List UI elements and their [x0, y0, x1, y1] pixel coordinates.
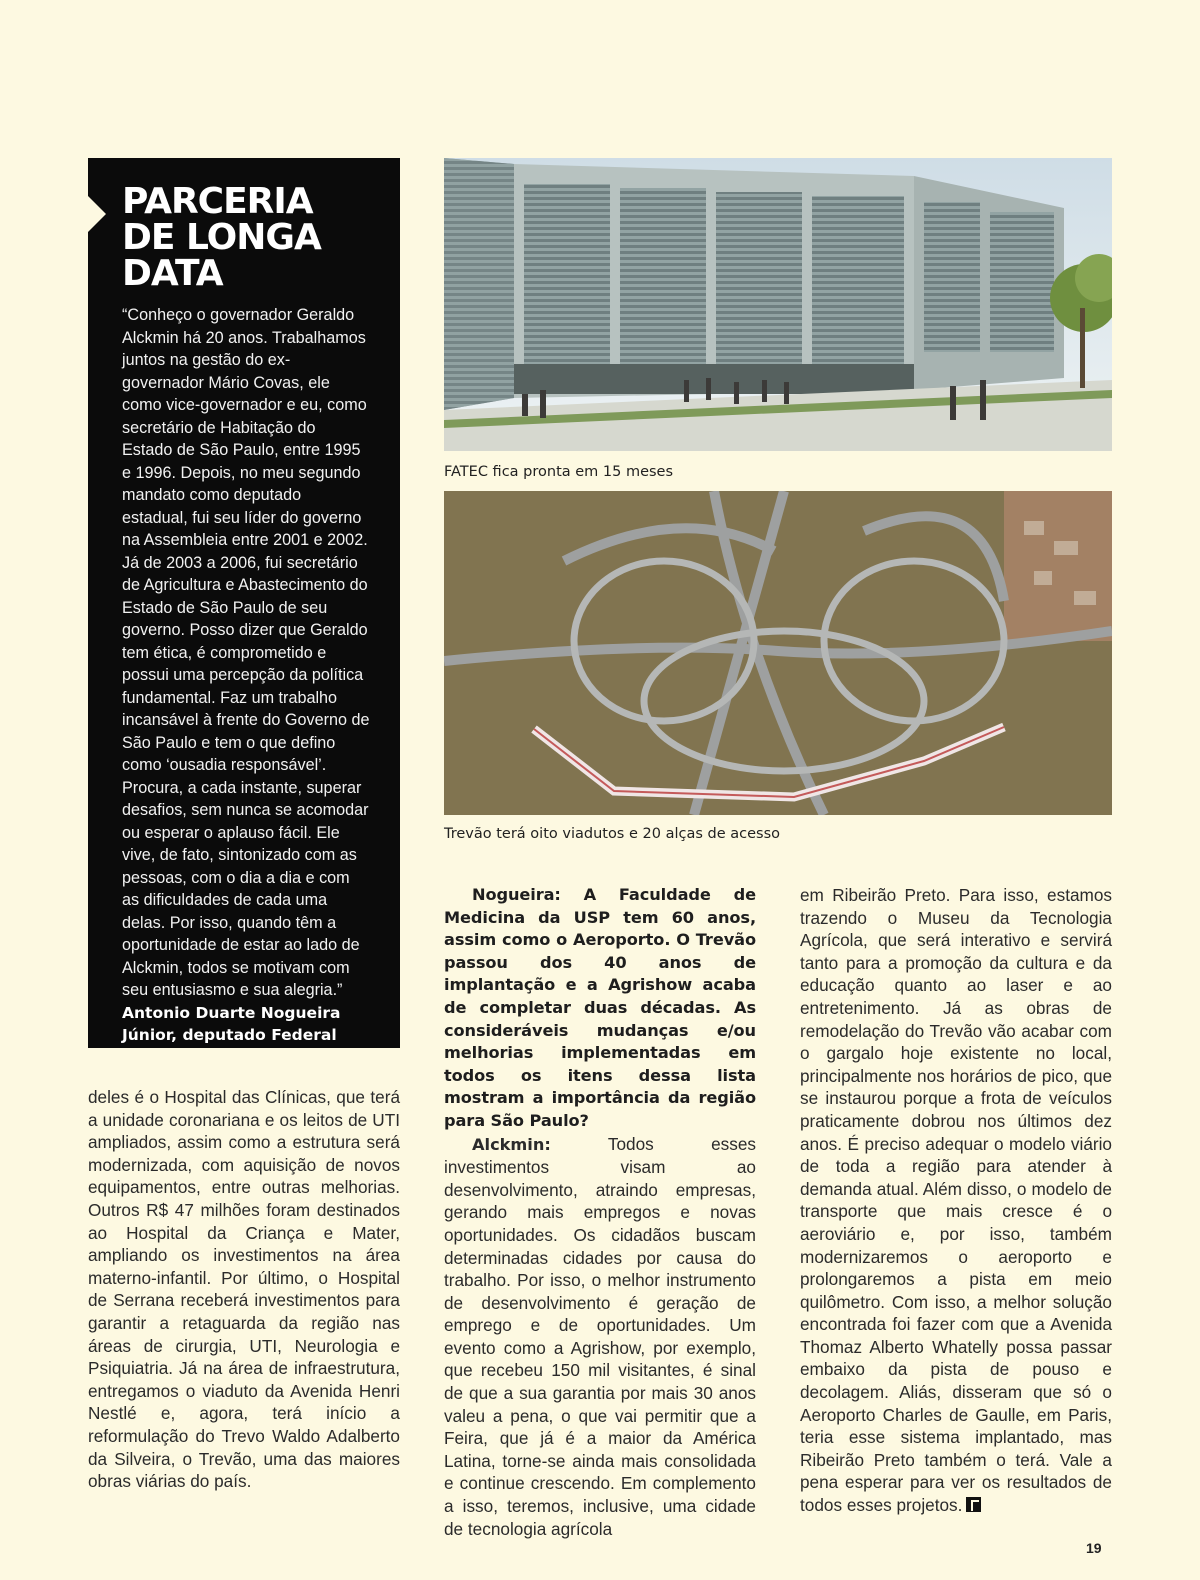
highway-caption: Trevão terá oito viadutos e 20 alças de acesso	[444, 826, 780, 842]
answer-continuation: em Ribeirão Preto. Para isso, estamos trazendo o Museu da Tecnologia Agrícola, que será interativo e servirá tanto para a promoção da cultura e da educação quanto ao laser e ao entretenimento. Já as obras de remodelação do Trevão vão acabar com o gargalo hoje existente no local, principalmente nos horários de pico, que se instaurou porque a frota de veículos praticamente dobrou nos últimos dez anos. É preciso adequar o modelo viário de toda a região para atender à demanda atual. Além disso, o modelo de transporte que mais cresce é o aeroviário e, por isso, também modernizaremos o aeroporto e prolongaremos a pista em meio quilômetro. Com isso, a melhor solução encontrada foi fazer com que a Avenida Thomaz Alberto Whatelly possa passar embaixo da pista de pouso e decolagem. Aliás, disseram que só o Aeroporto Charles de Gaulle, em Paris, teria esse sistema implantado, mas Ribeirão Preto também o terá. Vale a pena esperar para ver os resultados de todos esses projetos.	[800, 885, 1112, 1516]
sidebar-title: PARCERIA DE LONGA DATA	[122, 181, 321, 294]
article-paragraph-continued	[800, 884, 1112, 1517]
page-number: 19	[1086, 1540, 1102, 1556]
answer-text: Todos esses investimentos visam ao desenvolvimento, atraindo empresas, gerando mais empregos e novas oportunidades. Os cidadãos buscam determinadas cidades por causa do trabalho. Por isso, o melhor instrumento de desenvolvimento é geração de emprego e de oportunidades. Um evento como a Agrishow, por exemplo, que recebeu 150 mil visitantes, é sinal de que a sua garantia por mais 30 anos valeu a pena, o que vai permitir que a Feira, que já é a maior da América Latina, torne-se ainda mais consolidada e continue crescendo. Em complemento a isso, teremos, inclusive, uma cidade de tecnologia agrícola	[444, 1133, 756, 1539]
fatec-building-photo	[444, 158, 1112, 451]
building-caption: FATEC fica pronta em 15 meses	[444, 464, 674, 480]
interview-answer	[444, 1133, 756, 1541]
end-of-article-icon	[966, 1497, 981, 1512]
article-column-middle	[444, 884, 756, 1540]
sidebar-box	[88, 158, 400, 1048]
sidebar-notch	[88, 196, 106, 232]
interview-question: Nogueira: A Faculdade de Medicina da USP tem 60 anos, assim como o Aeroporto. O Trevão passou dos 40 anos de implantação e a Agrishow acaba de completar duas décadas. As consideráveis mudanças e/ou melhorias implementadas em todos os itens dessa lista mostram a importância da região para São Paulo?	[444, 885, 756, 1130]
article-column-right	[800, 884, 1112, 1517]
sidebar-quote: “Conheço o governador Geraldo Alckmin há 20 anos. Trabalhamos juntos na gestão do ex-governador Mário Covas, ele como vice-governador e eu, como secretário de Habitação do Estado de São Paulo, entre 1995 e 1996. Depois, no meu segundo mandato como deputado estadual, fui seu líder do governo na Assembleia entre 2001 e 2002. Já de 2003 a 2006, fui secretário de Agricultura e Abastecimento do Estado de São Paulo de seu governo. Posso dizer que Geraldo tem ética, é comprometido e possui uma percepção da política fundamental. Faz um trabalho incansável à frente do Governo de São Paulo e tem o que defino como ‘ousadia responsável’. Procura, a cada instante, superar desafios, sem nunca se acomodar ou esperar o aplauso fácil. Ele vive, de fato, sintonizado com as pessoas, com o dia a dia e com as dificuldades de cada uma delas. Por isso, quando têm a oportunidade de estar ao lado de Alckmin, todos se motivam com seu entusiasmo e sua alegria.”	[122, 306, 370, 999]
article-paragraph: deles é o Hospital das Clínicas, que terá a unidade coronariana e os leitos de UTI ampliados, assim como a estrutura será modernizada, com aquisição de novos equipamentos, entre outras melhorias. Outros R$ 47 milhões foram destinados ao Hospital da Criança e Mater, ampliando os investimentos na área materno-infantil. Por último, o Hospital de Serrana receberá investimentos para garantir a retaguarda da região nas áreas de cirurgia, UTI, Neurologia e Psiquiatria. Já na área de infraestrutura, entregamos o viaduto da Avenida Henri Nestlé e, agora, terá início a reformulação do Trevo Waldo Adalberto da Silveira, o Trevão, uma das maiores obras viárias do país.	[88, 1087, 400, 1492]
article-column-left	[88, 1086, 400, 1493]
sidebar-quote-author: Antonio Duarte Nogueira Júnior, deputado Federal	[122, 1003, 341, 1044]
trevao-aerial-photo	[444, 491, 1112, 815]
answer-speaker: Alckmin:	[472, 1134, 551, 1154]
